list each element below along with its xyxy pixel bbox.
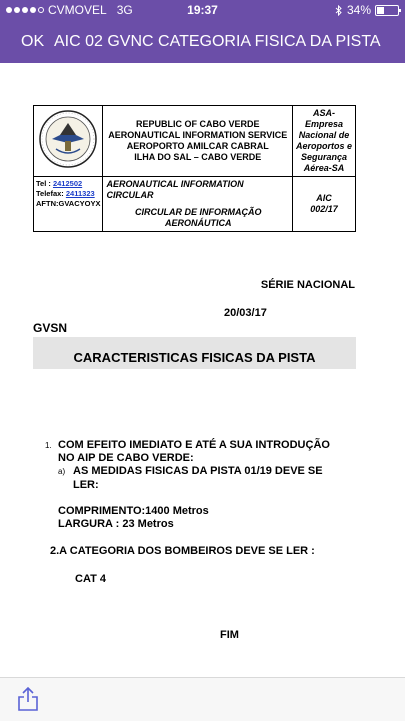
org-line-4: ILHA DO SAL – CABO VERDE [134, 152, 262, 162]
tel-link[interactable]: 2412502 [52, 179, 83, 188]
fax-label: Telefax: [36, 189, 64, 198]
asa-cell [293, 106, 356, 177]
circular-portuguese: CIRCULAR DE INFORMAÇÃO AERONÁUTICA [134, 207, 262, 228]
battery-icon [375, 5, 399, 16]
clock: 19:37 [187, 3, 218, 17]
asa-line-2: Empresa Nacional de Aeroportos e Segurança Aérea-SA [295, 119, 352, 173]
item-1a-label: a) [58, 467, 66, 476]
ok-button[interactable]: OK [21, 33, 45, 50]
contact-cell [34, 177, 103, 232]
circular-cell [103, 177, 293, 232]
item-1-line-2: NO AIP DE CABO VERDE: [58, 452, 194, 464]
item-1a-line-2: LER: [73, 479, 99, 491]
org-line-2: AERONAUTICAL INFORMATION SERVICE [108, 130, 288, 140]
cat-line: CAT 4 [75, 573, 106, 585]
share-icon[interactable] [16, 686, 40, 712]
asa-line-1: ASA- [313, 108, 335, 118]
document-date: 20/03/17 [224, 307, 267, 319]
gvsn-label: GVSN [33, 321, 68, 335]
org-line-3: AEROPORTO AMILCAR CABRAL [126, 141, 269, 151]
aic-cell [293, 177, 356, 232]
circular-english: AERONAUTICAL INFORMATION CIRCULAR [106, 179, 244, 200]
network-type: 3G [116, 3, 133, 17]
bottom-toolbar [0, 677, 405, 721]
status-right [335, 3, 399, 17]
item-1a-line-1: AS MEDIDAS FISICAS DA PISTA 01/19 DEVE SE [73, 465, 323, 477]
document-title: AIC 02 GVNC CATEGORIA FISICA DA PISTA [54, 33, 381, 50]
battery-percent: 34% [346, 3, 371, 17]
serie-label: SÉRIE NACIONAL [260, 279, 355, 291]
navigation-bar [0, 20, 405, 63]
largura-line: LARGURA : 23 Metros [58, 518, 174, 530]
organisation-cell [103, 106, 293, 177]
header-table [33, 105, 356, 232]
fim-label: FIM [220, 629, 239, 641]
aftn-address: AFTN:GVACYOYX [36, 199, 101, 208]
subject-heading: CARACTERISTICAS FISICAS DA PISTA [33, 337, 356, 369]
aic-label: AIC [316, 193, 332, 203]
bluetooth-icon [335, 5, 343, 16]
comprimento-line: COMPRIMENTO:1400 Metros [58, 505, 209, 517]
tel-label: Tel : [36, 179, 51, 188]
fax-link[interactable]: 2411323 [65, 189, 95, 198]
item-2-line: 2.A CATEGORIA DOS BOMBEIROS DEVE SE LER : [50, 545, 315, 557]
aic-number: 002/17 [310, 204, 338, 214]
item-1-line-1: COM EFEITO IMEDIATO E ATÉ A SUA INTRODUÇÃO [58, 439, 330, 451]
org-line-1: REPUBLIC OF CABO VERDE [135, 119, 260, 129]
document-view[interactable] [0, 63, 405, 677]
logo-cell [34, 106, 103, 177]
carrier-name: CVMOVEL [48, 3, 107, 17]
item-1-number: 1. [45, 441, 52, 450]
emblem-logo [38, 109, 98, 169]
status-bar [0, 0, 405, 20]
